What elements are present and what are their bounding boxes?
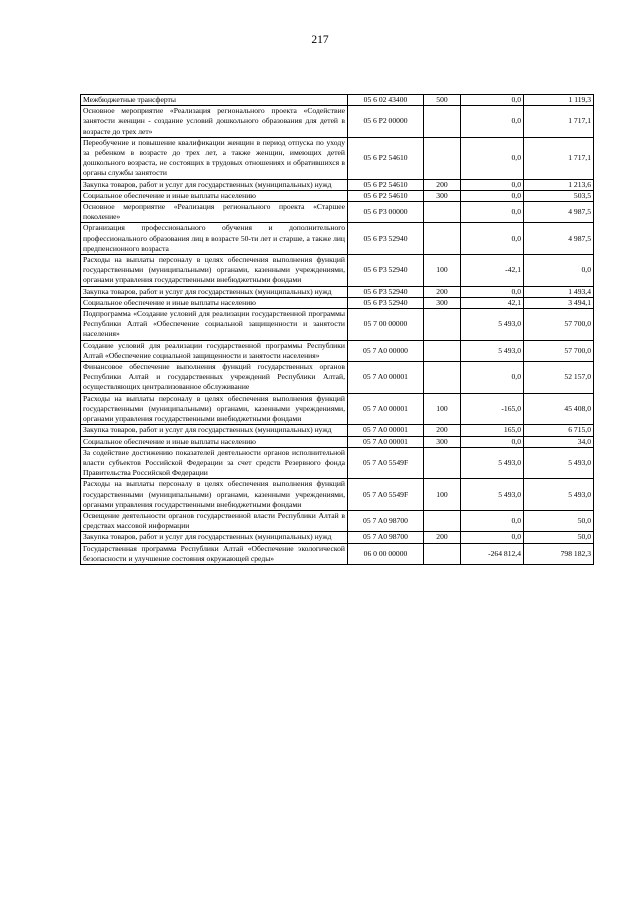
row-total-amount-cell: 50,0 <box>524 532 594 543</box>
row-code-cell: 05 6 P2 00000 <box>348 106 424 138</box>
table-row <box>81 479 594 511</box>
row-total-amount-cell: 34,0 <box>524 436 594 447</box>
row-code-cell: 05 6 P3 00000 <box>348 202 424 223</box>
row-code-cell: 05 7 A0 98700 <box>348 510 424 531</box>
row-total-amount-cell: 1 717,1 <box>524 137 594 179</box>
row-code-cell: 05 7 A0 00001 <box>348 393 424 425</box>
row-code-cell: 05 7 A0 98700 <box>348 532 424 543</box>
row-code-cell: 05 6 P2 54610 <box>348 179 424 190</box>
row-code-cell: 05 7 A0 00001 <box>348 425 424 436</box>
table-row <box>81 393 594 425</box>
table-row <box>81 190 594 201</box>
row-name-cell: Переобучение и повышение квалификации женщин в период отпуска по уходу за ребенком в возрасте до трех лет, а также женщин, имеющих детей дошкольного возраста, не состоящих в трудовых отношениях и обратившихся в органы службы занятости <box>81 137 348 179</box>
row-code-cell: 05 6 P3 52940 <box>348 297 424 308</box>
row-expense-type-cell <box>424 447 461 479</box>
row-change-amount-cell: 165,0 <box>461 425 524 436</box>
row-expense-type-cell: 100 <box>424 255 461 287</box>
row-expense-type-cell: 100 <box>424 393 461 425</box>
table-row <box>81 179 594 190</box>
row-expense-type-cell: 200 <box>424 179 461 190</box>
row-expense-type-cell <box>424 223 461 255</box>
table-row <box>81 309 594 341</box>
table-row <box>81 543 594 564</box>
row-change-amount-cell: 0,0 <box>461 179 524 190</box>
table-row <box>81 286 594 297</box>
row-expense-type-cell <box>424 106 461 138</box>
row-change-amount-cell: 0,0 <box>461 286 524 297</box>
table-row <box>81 436 594 447</box>
row-expense-type-cell <box>424 340 461 361</box>
row-name-cell: Организация профессионального обучения и дополнительного профессионального образования лиц в возрасте 50-ти лет и старше, а также лиц предпенсионного возраста <box>81 223 348 255</box>
row-name-cell: Межбюджетные трансферты <box>81 95 348 106</box>
row-change-amount-cell: 42,1 <box>461 297 524 308</box>
row-expense-type-cell <box>424 510 461 531</box>
row-total-amount-cell: 50,0 <box>524 510 594 531</box>
row-change-amount-cell: -165,0 <box>461 393 524 425</box>
row-code-cell: 05 7 A0 00001 <box>348 362 424 394</box>
row-code-cell: 05 6 02 43400 <box>348 95 424 106</box>
table-row <box>81 106 594 138</box>
row-expense-type-cell: 200 <box>424 532 461 543</box>
row-total-amount-cell: 45 408,0 <box>524 393 594 425</box>
row-name-cell: Закупка товаров, работ и услуг для государственных (муниципальных) нужд <box>81 425 348 436</box>
row-name-cell: Государственная программа Республики Алтай «Обеспечение экологической безопасности и улучшение состояния окружающей среды» <box>81 543 348 564</box>
row-total-amount-cell: 503,5 <box>524 190 594 201</box>
row-expense-type-cell: 200 <box>424 425 461 436</box>
row-expense-type-cell: 100 <box>424 479 461 511</box>
row-name-cell: Освещение деятельности органов государственной власти Республики Алтай в средствах массовой информации <box>81 510 348 531</box>
row-name-cell: Финансовое обеспечение выполнения функций государственных органов Республики Алтай и государственных учреждений Республики Алтай, осуществляющих централизованное обслуживание <box>81 362 348 394</box>
row-change-amount-cell: -264 812,4 <box>461 543 524 564</box>
row-change-amount-cell: -42,1 <box>461 255 524 287</box>
row-code-cell: 05 6 P3 52940 <box>348 255 424 287</box>
row-change-amount-cell: 0,0 <box>461 190 524 201</box>
table-row <box>81 202 594 223</box>
row-change-amount-cell: 0,0 <box>461 137 524 179</box>
row-expense-type-cell: 300 <box>424 436 461 447</box>
row-expense-type-cell <box>424 543 461 564</box>
table-row <box>81 340 594 361</box>
table-row <box>81 255 594 287</box>
table-row <box>81 447 594 479</box>
row-total-amount-cell: 798 182,3 <box>524 543 594 564</box>
row-total-amount-cell: 5 493,0 <box>524 479 594 511</box>
row-total-amount-cell: 1 717,1 <box>524 106 594 138</box>
row-change-amount-cell: 5 493,0 <box>461 309 524 341</box>
row-expense-type-cell: 300 <box>424 297 461 308</box>
row-change-amount-cell: 0,0 <box>461 436 524 447</box>
row-name-cell: Основное мероприятие «Реализация регионального проекта «Старшее поколение» <box>81 202 348 223</box>
row-change-amount-cell: 0,0 <box>461 223 524 255</box>
row-expense-type-cell <box>424 309 461 341</box>
table-row <box>81 137 594 179</box>
row-code-cell: 05 6 P3 52940 <box>348 286 424 297</box>
row-code-cell: 05 7 A0 00001 <box>348 436 424 447</box>
table-row <box>81 425 594 436</box>
row-code-cell: 05 7 A0 5549F <box>348 447 424 479</box>
row-total-amount-cell: 0,0 <box>524 255 594 287</box>
row-total-amount-cell: 1 213,6 <box>524 179 594 190</box>
row-code-cell: 05 6 P2 54610 <box>348 190 424 201</box>
row-change-amount-cell: 0,0 <box>461 202 524 223</box>
table-row <box>81 223 594 255</box>
row-total-amount-cell: 52 157,0 <box>524 362 594 394</box>
row-change-amount-cell: 5 493,0 <box>461 447 524 479</box>
row-change-amount-cell: 0,0 <box>461 532 524 543</box>
row-change-amount-cell: 0,0 <box>461 95 524 106</box>
row-code-cell: 05 6 P3 52940 <box>348 223 424 255</box>
row-name-cell: Подпрограмма «Создание условий для реализации государственной программы Республики Алтай «Обеспечение социальной защищенности и занятости населения» <box>81 309 348 341</box>
row-name-cell: Социальное обеспечение и иные выплаты населению <box>81 436 348 447</box>
table-row <box>81 297 594 308</box>
row-total-amount-cell: 1 493,4 <box>524 286 594 297</box>
row-change-amount-cell: 0,0 <box>461 362 524 394</box>
row-expense-type-cell: 500 <box>424 95 461 106</box>
row-change-amount-cell: 0,0 <box>461 106 524 138</box>
row-total-amount-cell: 6 715,0 <box>524 425 594 436</box>
table-row <box>81 532 594 543</box>
row-name-cell: Закупка товаров, работ и услуг для государственных (муниципальных) нужд <box>81 532 348 543</box>
table-row <box>81 362 594 394</box>
row-change-amount-cell: 5 493,0 <box>461 340 524 361</box>
row-code-cell: 05 7 A0 00000 <box>348 340 424 361</box>
row-total-amount-cell: 1 119,3 <box>524 95 594 106</box>
row-expense-type-cell <box>424 202 461 223</box>
row-total-amount-cell: 4 987,5 <box>524 223 594 255</box>
budget-table <box>80 94 594 565</box>
row-name-cell: Создание условий для реализации государственной программы Республики Алтай «Обеспечение социальной защищенности и занятости населения» <box>81 340 348 361</box>
row-name-cell: Социальное обеспечение и иные выплаты населению <box>81 190 348 201</box>
row-total-amount-cell: 5 493,0 <box>524 447 594 479</box>
row-name-cell: Расходы на выплаты персоналу в целях обеспечения выполнения функций государственными (муниципальными) органами, казенными учреждениями, органами управления государственными внебюджетными фондами <box>81 393 348 425</box>
row-code-cell: 05 7 A0 5549F <box>348 479 424 511</box>
row-code-cell: 06 0 00 00000 <box>348 543 424 564</box>
row-total-amount-cell: 57 700,0 <box>524 309 594 341</box>
row-code-cell: 05 6 P2 54610 <box>348 137 424 179</box>
table-row <box>81 510 594 531</box>
row-name-cell: Закупка товаров, работ и услуг для государственных (муниципальных) нужд <box>81 286 348 297</box>
row-expense-type-cell: 300 <box>424 190 461 201</box>
row-total-amount-cell: 57 700,0 <box>524 340 594 361</box>
row-change-amount-cell: 5 493,0 <box>461 479 524 511</box>
row-code-cell: 05 7 00 00000 <box>348 309 424 341</box>
row-change-amount-cell: 0,0 <box>461 510 524 531</box>
row-total-amount-cell: 4 987,5 <box>524 202 594 223</box>
row-expense-type-cell <box>424 137 461 179</box>
page-number: 217 <box>311 34 329 46</box>
row-name-cell: Расходы на выплаты персоналу в целях обеспечения выполнения функций государственными (муниципальными) органами, казенными учреждениями, органами управления государственными внебюджетными фондами <box>81 255 348 287</box>
row-name-cell: Расходы на выплаты персоналу в целях обеспечения выполнения функций государственными (муниципальными) органами, казенными учреждениями, органами управления государственными внебюджетными фондами <box>81 479 348 511</box>
row-total-amount-cell: 3 494,1 <box>524 297 594 308</box>
table-row <box>81 95 594 106</box>
row-name-cell: Основное мероприятие «Реализация регионального проекта «Содействие занятости женщин - создание условий дошкольного образования для детей в возрасте до трех лет» <box>81 106 348 138</box>
row-name-cell: Закупка товаров, работ и услуг для государственных (муниципальных) нужд <box>81 179 348 190</box>
row-expense-type-cell: 200 <box>424 286 461 297</box>
row-name-cell: За содействие достижению показателей деятельности органов исполнительной власти субъектов Российской Федерации за счет средств Резервного фонда Правительства Российской Федерации <box>81 447 348 479</box>
row-name-cell: Социальное обеспечение и иные выплаты населению <box>81 297 348 308</box>
row-expense-type-cell <box>424 362 461 394</box>
